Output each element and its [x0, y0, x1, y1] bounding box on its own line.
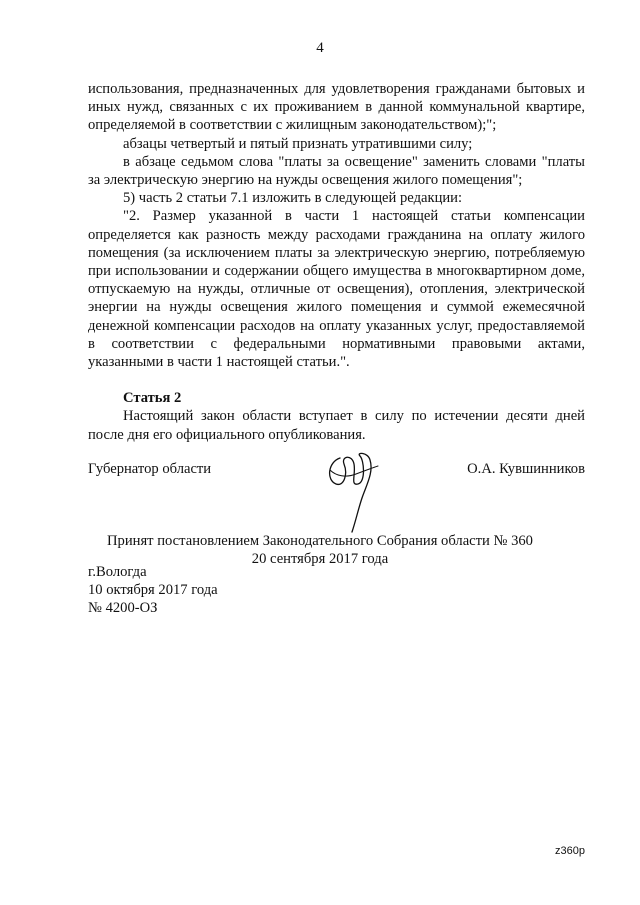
- paragraph-amendment-3: 5) часть 2 статьи 7.1 изложить в следующей редакции:: [123, 190, 463, 207]
- adoption-line-1: Принят постановлением Законодательного Собрания области № 360: [107, 533, 533, 549]
- paragraph-amendment-2: в абзаце седьмом слова "платы за освещение" заменить словами "платы за электрическую энергию на нужды освещения жилого помещения";: [88, 153, 585, 189]
- document-code: z360p: [555, 845, 585, 857]
- signatory-name: О.А. Кувшинников: [467, 461, 585, 477]
- paragraph-continuation: использования, предназначенных для удовлетворения гражданами бытовых и иных нужд, связанных с их проживанием в данной коммунальной квартире, определяемой в соответствии с жилищным законодательством);";: [88, 81, 585, 134]
- law-date: 10 октября 2017 года: [88, 582, 218, 598]
- city: г.Вологда: [88, 564, 147, 580]
- handwritten-signature: [322, 446, 384, 536]
- place-date-number: [88, 563, 218, 617]
- signatory-position: Губернатор области: [88, 461, 212, 477]
- article-text: Настоящий закон области вступает в силу по истечении десяти дней после дня его официального опубликования.: [88, 408, 585, 443]
- adoption-line-2: 20 сентября 2017 года: [251, 551, 389, 567]
- article-title: Статья 2: [123, 390, 182, 407]
- document-body: [88, 80, 585, 444]
- paragraph-quoted-text: "2. Размер указанной в части 1 настоящей статьи компенсации определяется как разность между расходами гражданина на оплату жилого помещения (за исключением платы за электрическую энергию, потребляемую при использовании и содержании общего имущества в многоквартирном доме, отпускаемую на нужды, отличные от освещения), отопления, электрической энергии на нужды освещения жилого помещения и суммой ежемесячной денежной компенсации расходов на оплату указанных услуг, предоставляемой в соответствии с федеральными нормативными правовыми актами, указанными в части 1 настоящей статьи.".: [88, 208, 585, 371]
- law-number: № 4200-ОЗ: [88, 600, 158, 616]
- page-number: 4: [316, 40, 324, 56]
- paragraph-amendment-1: абзацы четвертый и пятый признать утратившими силу;: [123, 135, 473, 152]
